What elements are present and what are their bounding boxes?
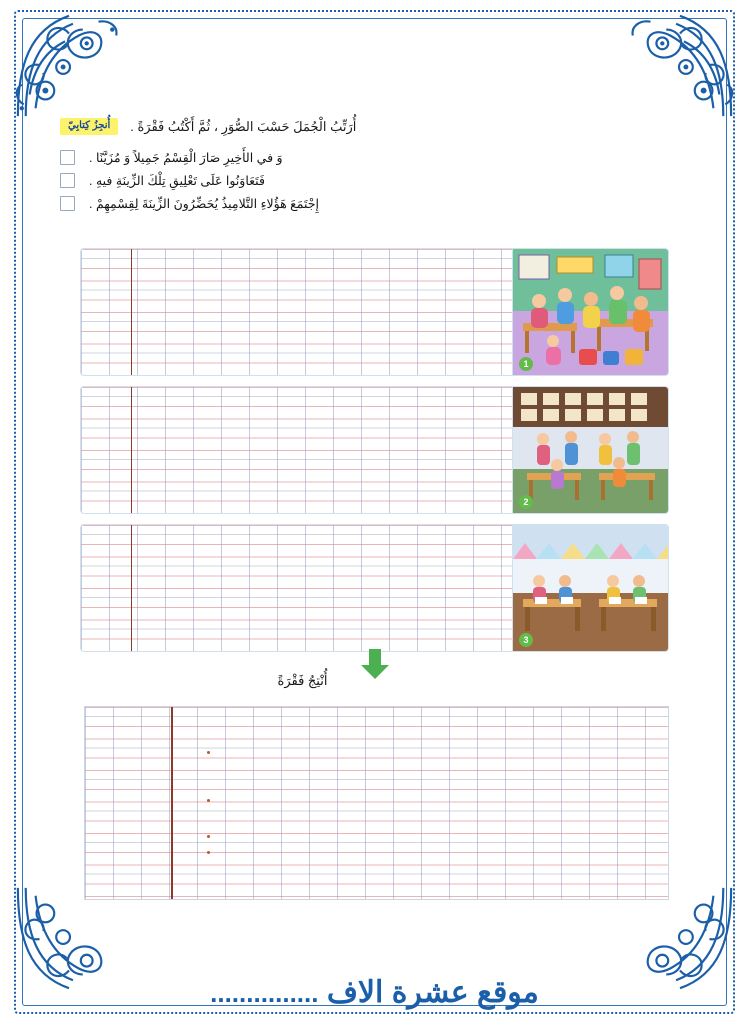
picture-writing-panel: [80, 524, 669, 652]
order-checkbox[interactable]: [60, 196, 75, 211]
final-task-text: أُنْتِجُ فَقْرَةً: [277, 673, 328, 688]
footer-dots: ...............: [210, 978, 319, 1008]
picture-writing-panel: [80, 248, 669, 376]
panel-number: 3: [519, 633, 533, 647]
list-item[interactable]: [60, 196, 679, 211]
writing-lines-1[interactable]: [81, 249, 512, 375]
panel-number: 1: [519, 357, 533, 371]
guide-dot: [207, 851, 210, 854]
panel-number: 2: [519, 495, 533, 509]
guide-dot: [207, 751, 210, 754]
illustration-2: [512, 387, 668, 513]
guide-dot: [207, 835, 210, 838]
instruction-row: [60, 118, 679, 135]
corner-ornament-top-right: [621, 6, 739, 124]
instruction-text: أُرَتِّبُ الْجُمَلَ حَسْبَ الصُّوَرِ ، ثُمَّ أَكْتُبُ فَقْرَةً .: [130, 118, 357, 134]
sentence-text: وَ في الأَخِيرِ صَارَ الْقِسْمُ جَمِيلاً وَ مُزَيَّنًا .: [89, 151, 283, 165]
guide-dot: [207, 799, 210, 802]
sentence-list: [60, 150, 679, 211]
writing-lines-3[interactable]: [81, 525, 512, 651]
sentence-text: فَتَعَاوَنُوا عَلَى تَعْلِيقِ تِلْكَ الزِّينَةِ فيهِ .: [89, 174, 265, 188]
list-item[interactable]: [60, 150, 679, 165]
corner-ornament-top-left: [10, 6, 128, 124]
footer-watermark: [0, 975, 749, 1010]
illustration-1: [512, 249, 668, 375]
writing-lines-2[interactable]: [81, 387, 512, 513]
order-checkbox[interactable]: [60, 173, 75, 188]
sentence-text: إِجْتَمَعَ هَؤُلاءِ التَّلامِيذُ يُحَضِّرُونَ الزِّينَةَ لِقِسْمِهِمْ .: [89, 197, 319, 211]
status-badge: أُنجِزُ كِتابِيّ: [60, 118, 118, 135]
list-item[interactable]: [60, 173, 679, 188]
picture-writing-panel: [80, 386, 669, 514]
illustration-3: [512, 525, 668, 651]
order-checkbox[interactable]: [60, 150, 75, 165]
footer-text: موقع عشرة الاف: [326, 976, 539, 1009]
final-writing-grid[interactable]: [84, 706, 669, 900]
final-task-label: [0, 673, 749, 689]
